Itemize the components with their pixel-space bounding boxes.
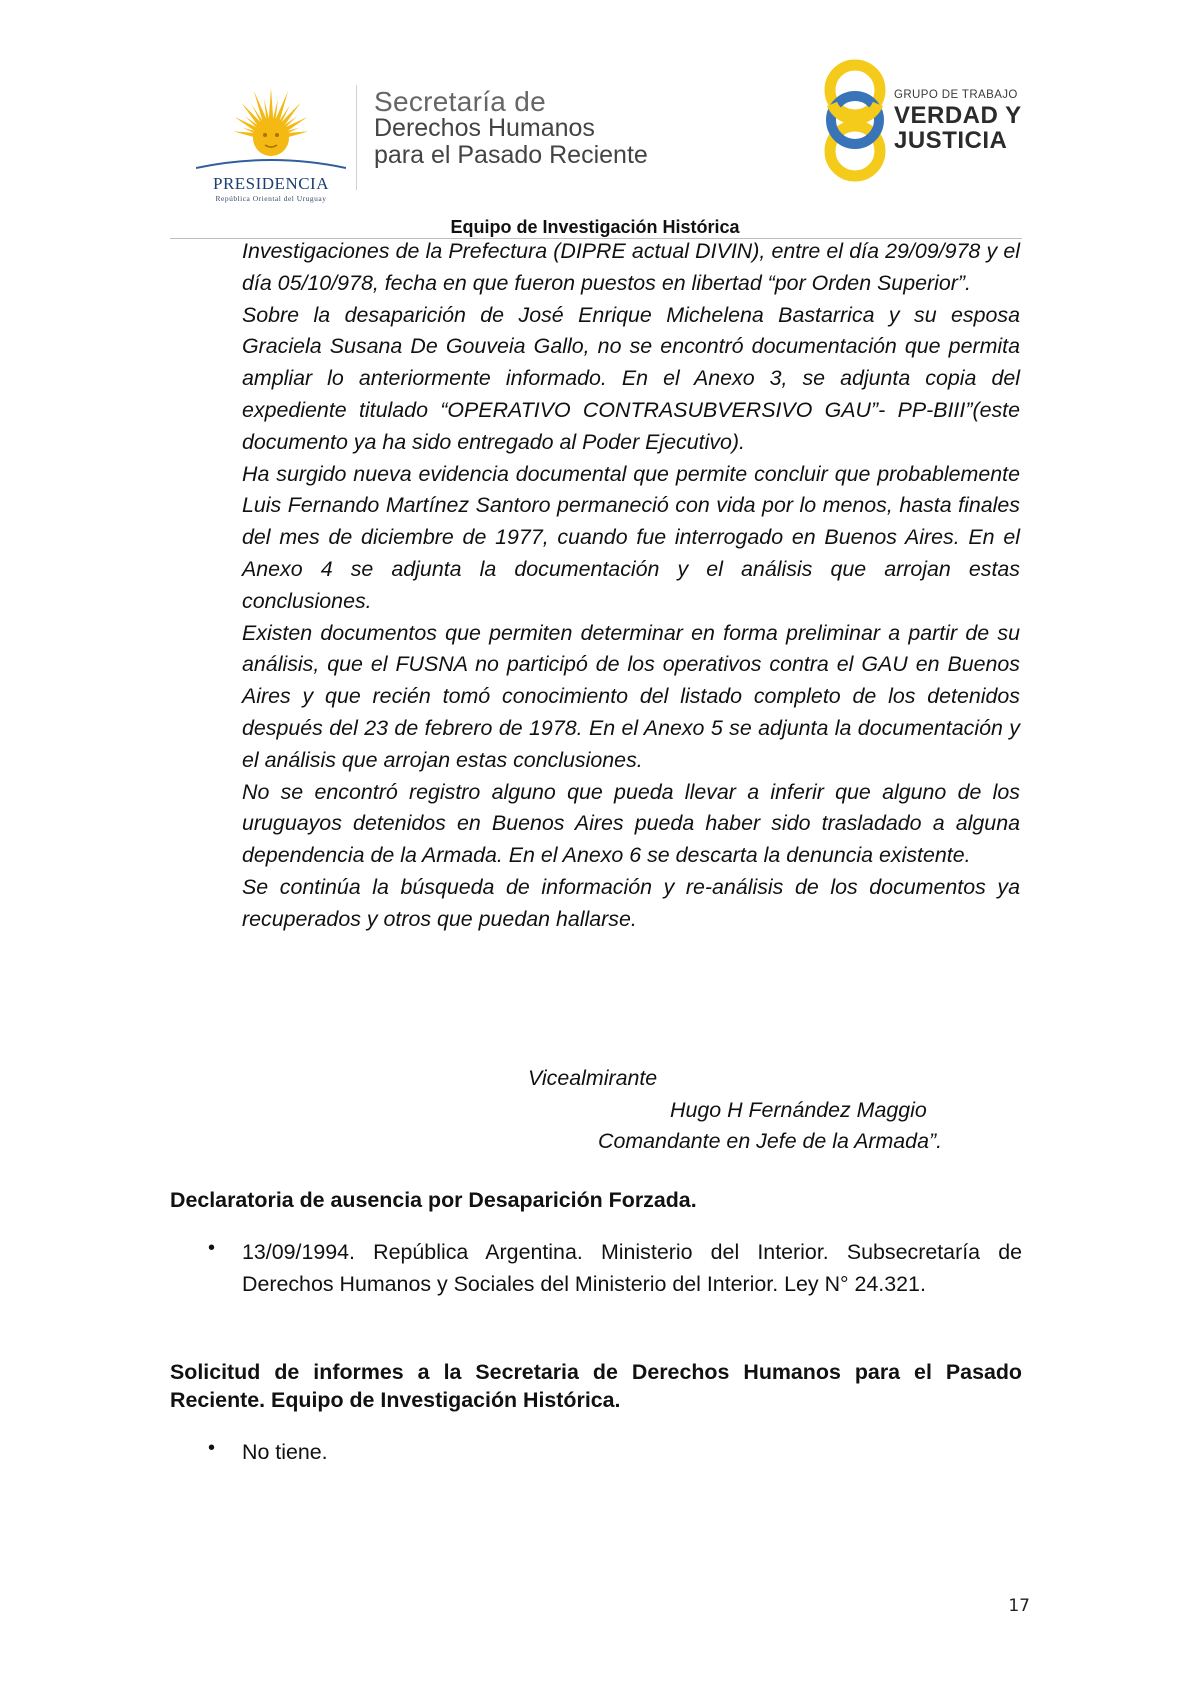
secretaria-title [374, 88, 648, 169]
quote-paragraph: Se continúa la búsqueda de información y re-análisis de los documentos ya recuperados y otros que puedan hallarse. [242, 874, 1020, 931]
presidencia-logo [196, 80, 346, 203]
signature-rank: Vicealmirante [528, 1066, 658, 1090]
logo-divider [356, 85, 357, 190]
list-item: No tiene. [242, 1440, 328, 1464]
sun-icon [196, 80, 346, 175]
quote-paragraph: Existen documentos que permiten determinar en forma preliminar a partir de su análisis, que el FUSNA no participó de los operativos contra el GAU en Buenos Aires y que recién tomó conocimiento del listado completo de los detenidos después del 23 de febrero de 1978. En el Anexo 5 se adjunta la documentación y el análisis que arrojan estas conclusiones. [242, 620, 1020, 772]
presidencia-word: PRESIDENCIA [212, 174, 329, 193]
header-title: Equipo de Investigación Histórica [450, 217, 740, 237]
page-number: 17 [1008, 1596, 1030, 1616]
quote-block [242, 236, 1020, 936]
quote-paragraph: Investigaciones de la Prefectura (DIPRE actual DIVIN), entre el día 29/09/978 y el día 05/10/978, fecha en que fueron puestos en libertad “por Orden Superior”. [242, 239, 1020, 295]
grupo-verdad: VERDAD Y [894, 102, 1022, 129]
quote-paragraph: Sobre la desaparición de José Enrique Michelena Bastarrica y su esposa Graciela Susana De Gouveia Gallo, no se encontró documentación que permita ampliar lo anteriormente informado. En el Anexo 3, se adjunta copia del expediente titulado “OPERATIVO CONTRASUBVERSIVO GAU”- PP-BIII”(este documento ya ha sido entregado al Poder Ejecutivo). [242, 302, 1020, 454]
bullet-icon: • [208, 1237, 216, 1259]
header-logos [0, 50, 1190, 203]
signature-name: Hugo H Fernández Maggio [670, 1098, 927, 1122]
bullet-icon: • [208, 1437, 216, 1459]
secretaria-line-3: para el Pasado Reciente [374, 141, 648, 169]
linked-rings-icon [820, 58, 890, 183]
section-title: Declaratoria de ausencia por Desaparición Forzada. [170, 1188, 697, 1212]
quote-paragraph: Ha surgido nueva evidencia documental que permite concluir que probablemente Luis Fernando Martínez Santoro permaneció con vida por lo menos, hasta finales del mes de diciembre de 1977, cuando fue interrogado en Buenos Aires. En el Anexo 4 se adjunta la documentación y el análisis que arrojan estas conclusiones. [242, 461, 1020, 613]
grupo-justicia: JUSTICIA [894, 127, 1008, 154]
signature-position: Comandante en Jefe de la Armada”. [598, 1129, 943, 1153]
presidencia-subtitle: República Oriental del Uruguay [215, 194, 327, 203]
quote-paragraph: No se encontró registro alguno que pueda llevar a inferir que alguno de los uruguayos detenidos en Buenos Aires pueda haber sido trasladado a alguna dependencia de la Armada. En el Anexo 6 se descarta la denuncia existente. [242, 779, 1020, 868]
secretaria-line-1: Secretaría de [374, 86, 546, 117]
section-title: Solicitud de informes a la Secretaria de Derechos Humanos para el Pasado Reciente. Equipo de Investigación Histórica. [170, 1360, 1022, 1412]
verdad-justicia-logo [820, 58, 1020, 183]
list-item: 13/09/1994. República Argentina. Ministerio del Interior. Subsecretaría de Derechos Humanos y Sociales del Ministerio del Interior. Ley N° 24.321. [242, 1240, 1022, 1296]
grupo-label: GRUPO DE TRABAJO [894, 89, 1018, 101]
secretaria-line-2: Derechos Humanos [374, 114, 595, 142]
